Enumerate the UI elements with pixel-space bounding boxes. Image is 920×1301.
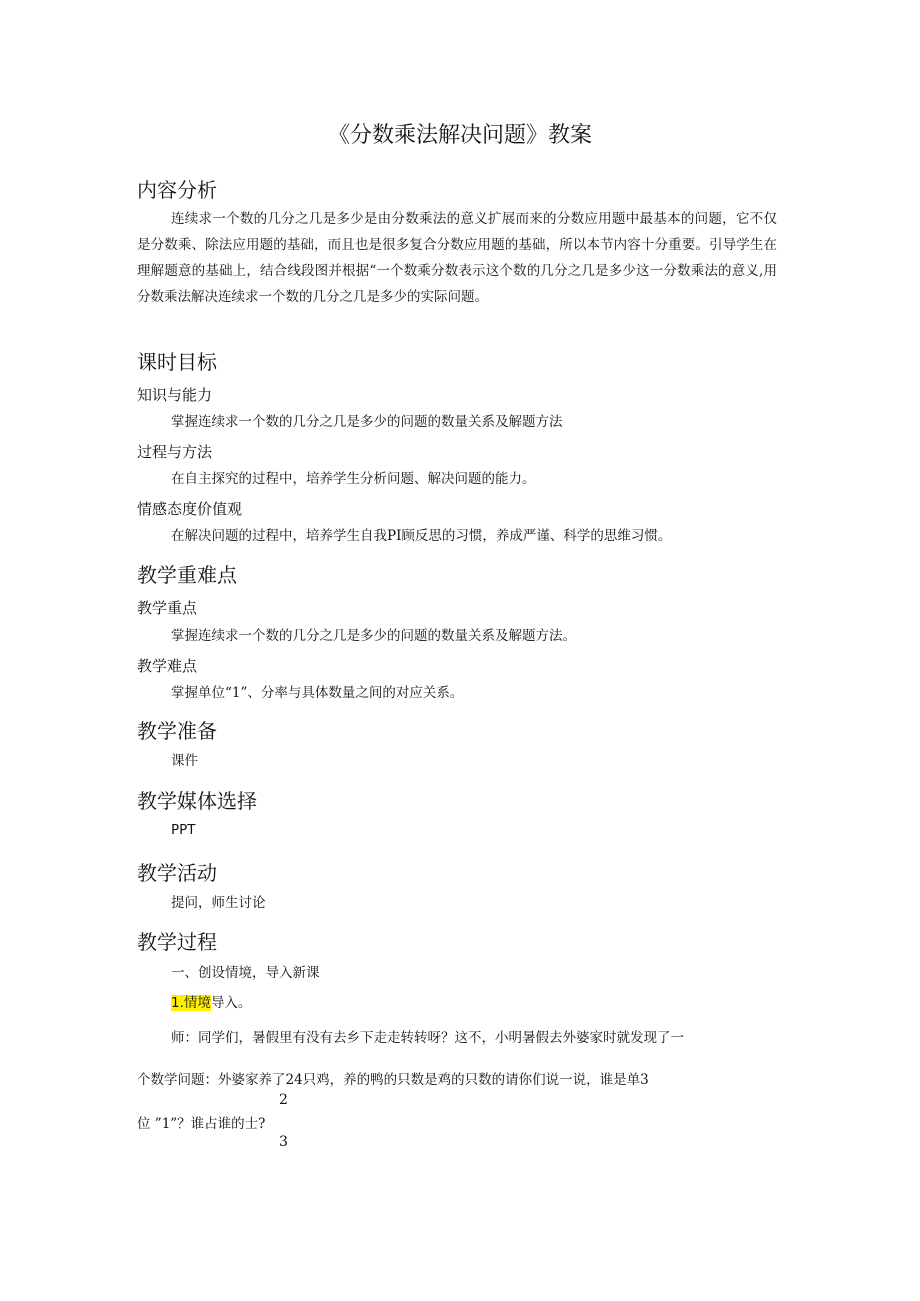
heading-content-analysis: 内容分析 (137, 178, 217, 202)
teacher-line: 师：同学们，暑假里有没有去乡下走走转转呀？这不，小明暑假去外婆家时就发现了一 (171, 1030, 684, 1046)
sub-step-one (171, 991, 251, 1011)
document-title: 《分数乘法解决问题》教案 (327, 123, 592, 148)
subheading-emotion: 情感态度价值观 (137, 500, 243, 518)
subheading-knowledge: 知识与能力 (137, 386, 213, 404)
fraction-denominator: 3 (279, 1134, 288, 1150)
subheading-process: 过程与方法 (137, 443, 213, 461)
focus-text: 掌握连续求一个数的几分之几是多少的问题的数量关系及解题方法。 (171, 628, 576, 644)
heading-preparation: 教学准备 (137, 719, 217, 743)
subheading-difficulty: 教学难点 (137, 657, 198, 675)
preparation-text: 课件 (171, 753, 198, 769)
subheading-focus: 教学重点 (137, 599, 198, 617)
fraction-numerator: 2 (279, 1092, 288, 1108)
knowledge-text: 掌握连续求一个数的几分之几是多少的问题的数量关系及解题方法 (171, 414, 563, 430)
question-line: 位 ”1”？谁占谁的士? (137, 1116, 266, 1132)
heading-key-points: 教学重难点 (137, 563, 237, 587)
highlighted-text: 1.情境 (171, 995, 211, 1011)
step-one-title: 一、创设情境，导入新课 (171, 965, 320, 981)
content-analysis-paragraph: 连续求一个数的几分之几是多少是由分数乘法的意义扩展而来的分数应用题中最基本的问题，它不仅是分数乘、除法应用题的基础，而且也是很多复合分数应用题的基础，所以本节内容十分重要。引导学生在理解题意的基础上，结合线段图并根据“一个数乘分数表示这个数的几分之几是多少这一分数乘法的意义,用分数乘法解决连续求一个数的几分之几是多少的实际问题。 (137, 211, 777, 305)
heading-activity: 教学活动 (137, 861, 217, 885)
difficulty-text: 掌握单位“1”、分率与具体数量之间的对应关系。 (171, 685, 464, 701)
media-text: PPT (171, 822, 196, 838)
process-text: 在自主探究的过程中，培养学生分析问题、解决问题的能力。 (171, 471, 536, 487)
heading-media: 教学媒体选择 (137, 789, 257, 813)
sub-step-one-rest: 导入。 (210, 995, 252, 1011)
emotion-text: 在解决问题的过程中，培养学生自我PI顾反思的习惯，养成严谨、科学的思维习惯。 (171, 528, 672, 544)
problem-line: 个数学问题：外婆家养了24只鸡，养的鸭的只数是鸡的只数的请你们说一说，谁是单3 (137, 1072, 649, 1088)
heading-process-section: 教学过程 (137, 930, 217, 954)
activity-text: 提问，师生讨论 (171, 895, 266, 911)
heading-objectives: 课时目标 (137, 350, 217, 374)
